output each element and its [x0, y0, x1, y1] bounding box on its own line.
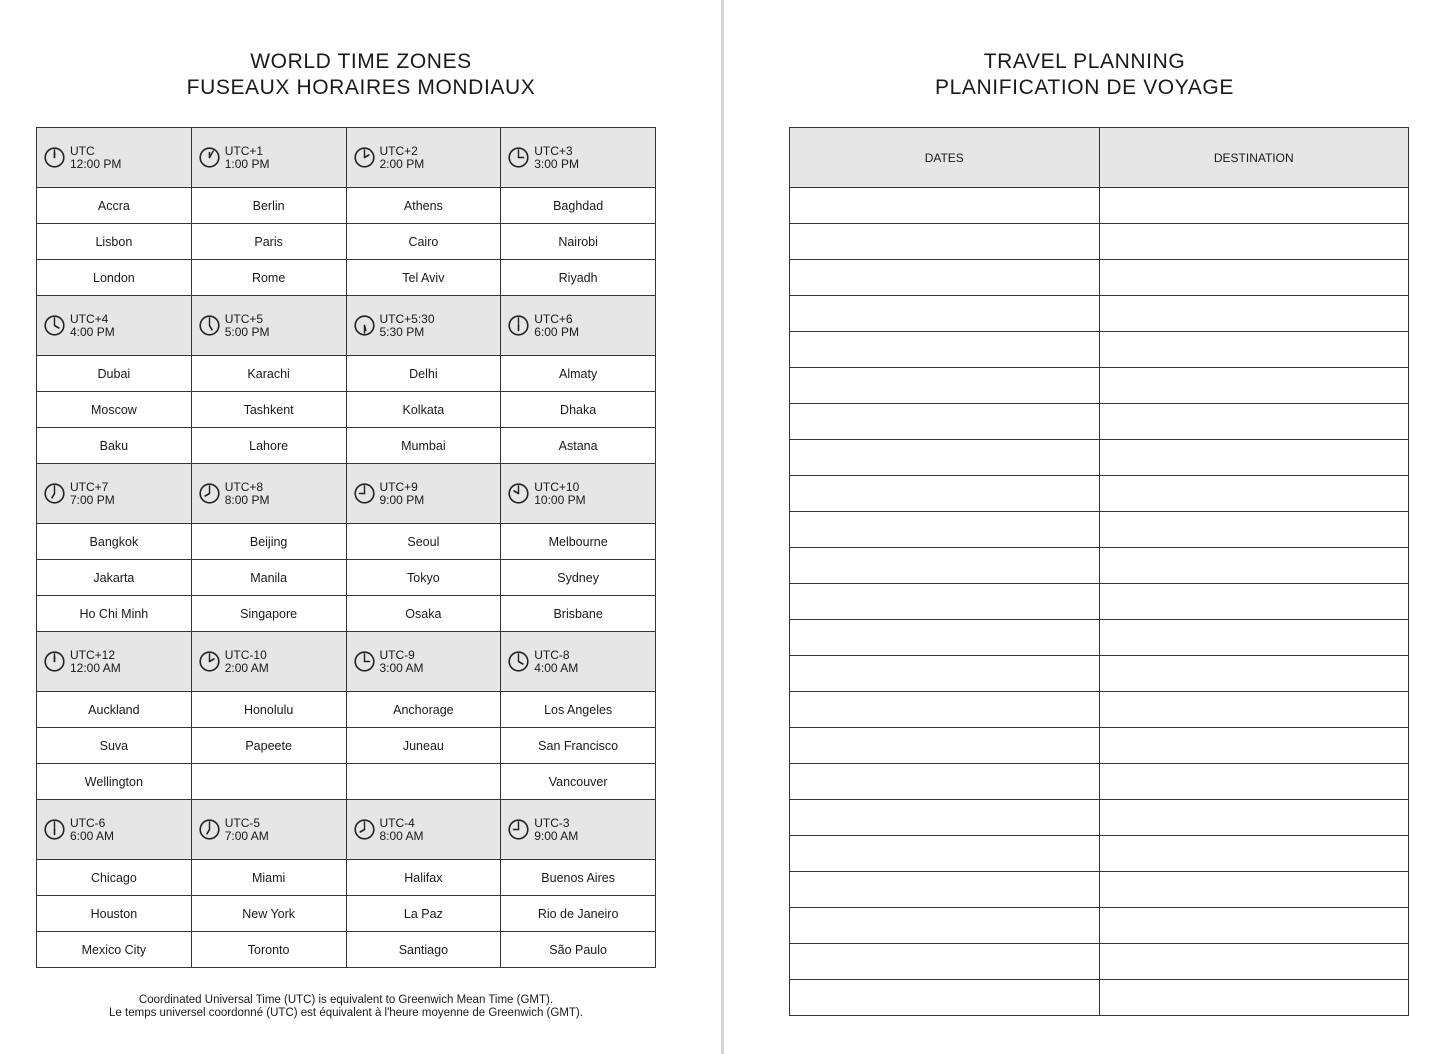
travel-row — [790, 260, 1409, 296]
zone-header — [501, 145, 655, 171]
zone-time: 2:00 PM — [379, 156, 425, 171]
travel-row — [790, 476, 1409, 512]
city-cell: Miami — [191, 860, 346, 896]
dates-cell[interactable] — [790, 944, 1100, 980]
title-english: TRAVEL PLANNING — [983, 50, 1186, 73]
zone-header-cell — [191, 800, 346, 860]
city-cell: New York — [191, 896, 346, 932]
zone-header — [192, 649, 346, 675]
zone-label — [380, 649, 424, 675]
zone-label — [70, 145, 121, 171]
city-cell: Mexico City — [37, 932, 192, 968]
dates-cell[interactable] — [790, 440, 1100, 476]
zone-header — [501, 481, 655, 507]
city-cell: Rio de Janeiro — [501, 896, 656, 932]
zone-header — [192, 313, 346, 339]
zone-time: 4:00 PM — [70, 324, 115, 339]
city-cell: Tel Aviv — [346, 260, 501, 296]
zone-time: 5:30 PM — [379, 324, 425, 339]
city-cell: Rome — [191, 260, 346, 296]
zone-header-row — [37, 800, 656, 860]
clock-icon — [44, 819, 65, 840]
city-cell: Dhaka — [501, 392, 656, 428]
dates-cell[interactable] — [790, 224, 1100, 260]
zone-header-row — [37, 296, 656, 356]
travel-row — [790, 188, 1409, 224]
city-row — [37, 860, 656, 896]
city-cell: Brisbane — [501, 596, 656, 632]
dates-cell[interactable] — [790, 836, 1100, 872]
city-cell: Bangkok — [37, 524, 192, 560]
destination-cell[interactable] — [1099, 188, 1409, 224]
destination-cell[interactable] — [1099, 332, 1409, 368]
zone-header-cell — [191, 632, 346, 692]
destination-cell[interactable] — [1099, 728, 1409, 764]
zone-offset: UTC-8 — [534, 647, 570, 662]
zone-header-row — [37, 128, 656, 188]
destination-cell[interactable] — [1099, 980, 1409, 1016]
dates-cell[interactable] — [790, 188, 1100, 224]
footnote-english: Coordinated Universal Time (UTC) is equivalent to Greenwich Mean Time (GMT). — [138, 994, 554, 1006]
clock-icon — [354, 147, 375, 168]
city-cell: La Paz — [346, 896, 501, 932]
dates-cell[interactable] — [790, 980, 1100, 1016]
clock-icon — [354, 819, 375, 840]
zone-offset: UTC+2 — [379, 143, 418, 158]
zone-header — [501, 649, 655, 675]
travel-row — [790, 944, 1409, 980]
dates-cell[interactable] — [790, 872, 1100, 908]
zone-header — [37, 145, 191, 171]
dates-cell[interactable] — [790, 764, 1100, 800]
city-cell: Almaty — [501, 356, 656, 392]
city-cell: Karachi — [191, 356, 346, 392]
destination-cell[interactable] — [1099, 476, 1409, 512]
city-row — [37, 524, 656, 560]
zone-time: 3:00 PM — [534, 156, 579, 171]
clock-icon — [199, 147, 220, 168]
city-cell: Baku — [37, 428, 192, 464]
destination-cell[interactable] — [1099, 440, 1409, 476]
city-cell — [191, 764, 346, 800]
zone-header — [347, 649, 501, 675]
zone-time: 7:00 AM — [224, 828, 269, 843]
zone-time: 6:00 AM — [70, 828, 115, 843]
zone-label — [380, 145, 425, 171]
destination-cell[interactable] — [1099, 512, 1409, 548]
clock-icon — [44, 483, 65, 504]
zone-time: 2:00 AM — [224, 660, 269, 675]
zone-header — [347, 817, 501, 843]
city-cell: Honolulu — [191, 692, 346, 728]
zone-offset: UTC+5 — [224, 311, 264, 326]
zone-label — [70, 817, 114, 843]
zone-header-cell — [37, 128, 192, 188]
zone-header-cell — [501, 464, 656, 524]
city-cell: Buenos Aires — [501, 860, 656, 896]
zone-offset: UTC+8 — [224, 479, 264, 494]
city-cell: Dubai — [37, 356, 192, 392]
city-row — [37, 428, 656, 464]
city-cell: Nairobi — [501, 224, 656, 260]
travel-row — [790, 692, 1409, 728]
city-cell: London — [37, 260, 192, 296]
city-cell: Osaka — [346, 596, 501, 632]
clock-icon — [508, 651, 529, 672]
travel-header-row — [790, 128, 1409, 188]
city-cell: Paris — [191, 224, 346, 260]
dates-cell[interactable] — [790, 728, 1100, 764]
zone-header-cell — [37, 464, 192, 524]
zone-offset: UTC+4 — [70, 311, 109, 326]
utc-footnote — [36, 994, 656, 1020]
travel-row — [790, 584, 1409, 620]
destination-cell[interactable] — [1099, 260, 1409, 296]
city-cell: Ho Chi Minh — [37, 596, 192, 632]
city-cell: Jakarta — [37, 560, 192, 596]
clock-icon — [199, 819, 220, 840]
zone-header-row — [37, 464, 656, 524]
city-row — [37, 224, 656, 260]
clock-icon — [508, 819, 529, 840]
zone-header-cell — [346, 800, 501, 860]
city-cell: Chicago — [37, 860, 192, 896]
zone-header-cell — [501, 632, 656, 692]
zone-offset: UTC+10 — [534, 479, 580, 494]
zone-header-cell — [501, 128, 656, 188]
clock-icon — [354, 483, 375, 504]
city-cell: Riyadh — [501, 260, 656, 296]
dates-cell[interactable] — [790, 548, 1100, 584]
travel-row — [790, 548, 1409, 584]
city-cell: Sydney — [501, 560, 656, 596]
city-row — [37, 260, 656, 296]
city-row — [37, 188, 656, 224]
city-cell: Berlin — [191, 188, 346, 224]
city-cell: Lisbon — [37, 224, 192, 260]
city-cell: Moscow — [37, 392, 192, 428]
zone-time: 10:00 PM — [534, 492, 586, 507]
zone-header-cell — [37, 800, 192, 860]
zone-label — [225, 145, 270, 171]
city-cell: Toronto — [191, 932, 346, 968]
zone-header — [347, 313, 501, 339]
city-row — [37, 392, 656, 428]
city-cell: San Francisco — [501, 728, 656, 764]
city-cell: Papeete — [191, 728, 346, 764]
zone-header — [37, 481, 191, 507]
zone-header — [501, 313, 655, 339]
city-cell: Baghdad — [501, 188, 656, 224]
zone-offset: UTC+6 — [534, 311, 573, 326]
zone-header-row — [37, 632, 656, 692]
dates-cell[interactable] — [790, 368, 1100, 404]
zone-time: 7:00 PM — [70, 492, 115, 507]
zone-time: 12:00 PM — [70, 156, 122, 171]
zone-label — [225, 313, 270, 339]
city-cell: Seoul — [346, 524, 501, 560]
destination-cell[interactable] — [1099, 548, 1409, 584]
title-french: PLANIFICATION DE VOYAGE — [935, 76, 1234, 99]
travel-row — [790, 656, 1409, 692]
dates-cell[interactable] — [790, 260, 1100, 296]
destination-cell[interactable] — [1099, 584, 1409, 620]
city-cell: Vancouver — [501, 764, 656, 800]
travel-row — [790, 800, 1409, 836]
zone-label — [380, 817, 424, 843]
zone-label — [534, 145, 579, 171]
travel-row — [790, 620, 1409, 656]
zone-offset: UTC-10 — [224, 647, 267, 662]
city-cell: Auckland — [37, 692, 192, 728]
zone-offset: UTC+1 — [224, 143, 264, 158]
city-cell: Houston — [37, 896, 192, 932]
clock-icon — [508, 147, 529, 168]
city-cell: Wellington — [37, 764, 192, 800]
city-row — [37, 596, 656, 632]
city-cell: Santiago — [346, 932, 501, 968]
dates-cell[interactable] — [790, 404, 1100, 440]
city-row — [37, 560, 656, 596]
zone-label — [225, 649, 269, 675]
zone-time: 8:00 PM — [224, 492, 270, 507]
destination-cell[interactable] — [1099, 404, 1409, 440]
dates-cell[interactable] — [790, 476, 1100, 512]
city-cell: São Paulo — [501, 932, 656, 968]
city-cell: Athens — [346, 188, 501, 224]
zone-header — [347, 145, 501, 171]
dates-cell[interactable] — [790, 908, 1100, 944]
zone-header-cell — [37, 632, 192, 692]
zone-time: 6:00 PM — [534, 324, 579, 339]
clock-icon — [199, 483, 220, 504]
zone-header — [192, 145, 346, 171]
time-zone-table — [36, 127, 656, 968]
city-row — [37, 692, 656, 728]
destination-cell[interactable] — [1099, 224, 1409, 260]
clock-icon — [44, 315, 65, 336]
zone-time: 4:00 AM — [534, 660, 579, 675]
travel-row — [790, 872, 1409, 908]
zone-label — [225, 481, 270, 507]
zone-header — [37, 649, 191, 675]
city-row — [37, 728, 656, 764]
title-french: FUSEAUX HORAIRES MONDIAUX — [186, 76, 536, 99]
city-cell: Tokyo — [346, 560, 501, 596]
destination-cell[interactable] — [1099, 296, 1409, 332]
city-cell: Beijing — [191, 524, 346, 560]
clock-icon — [199, 651, 220, 672]
zone-header — [37, 313, 191, 339]
travel-row — [790, 368, 1409, 404]
city-cell: Suva — [37, 728, 192, 764]
zone-offset: UTC-6 — [70, 815, 106, 830]
world-time-zones-title — [0, 49, 722, 101]
zone-header — [37, 817, 191, 843]
zone-offset: UTC+12 — [70, 647, 116, 662]
zone-time: 12:00 AM — [70, 660, 121, 675]
zone-header-cell — [191, 296, 346, 356]
dates-cell[interactable] — [790, 800, 1100, 836]
zone-label — [534, 817, 578, 843]
city-cell: Tashkent — [191, 392, 346, 428]
destination-cell[interactable] — [1099, 368, 1409, 404]
destination-cell[interactable] — [1099, 872, 1409, 908]
zone-label — [534, 649, 578, 675]
zone-time: 1:00 PM — [224, 156, 270, 171]
zone-offset: UTC-3 — [534, 815, 570, 830]
dates-cell[interactable] — [790, 512, 1100, 548]
zone-header-cell — [501, 800, 656, 860]
travel-row — [790, 440, 1409, 476]
zone-offset: UTC — [70, 143, 95, 158]
city-cell: Los Angeles — [501, 692, 656, 728]
title-english: WORLD TIME ZONES — [250, 50, 472, 73]
zone-label — [70, 313, 115, 339]
zone-header — [347, 481, 501, 507]
zone-offset: UTC-5 — [224, 815, 261, 830]
travel-row — [790, 908, 1409, 944]
zone-label — [70, 649, 121, 675]
city-cell: Delhi — [346, 356, 501, 392]
city-cell: Anchorage — [346, 692, 501, 728]
travel-row — [790, 296, 1409, 332]
zone-label — [225, 817, 269, 843]
zone-time: 8:00 AM — [379, 828, 424, 843]
destination-column-header: DESTINATION — [1099, 128, 1409, 188]
zone-header — [192, 817, 346, 843]
clock-icon — [508, 483, 529, 504]
zone-header — [192, 481, 346, 507]
city-cell: Melbourne — [501, 524, 656, 560]
dates-cell[interactable] — [790, 692, 1100, 728]
zone-offset: UTC+3 — [534, 143, 573, 158]
city-cell: Halifax — [346, 860, 501, 896]
dates-cell[interactable] — [790, 620, 1100, 656]
city-row — [37, 896, 656, 932]
travel-row — [790, 512, 1409, 548]
clock-icon — [508, 315, 529, 336]
city-cell: Cairo — [346, 224, 501, 260]
zone-time: 9:00 PM — [379, 492, 425, 507]
destination-cell[interactable] — [1099, 836, 1409, 872]
zone-header-cell — [346, 296, 501, 356]
zone-header-cell — [501, 296, 656, 356]
zone-header-cell — [346, 128, 501, 188]
clock-icon — [354, 651, 375, 672]
zone-offset: UTC+5:30 — [379, 311, 435, 326]
travel-row — [790, 836, 1409, 872]
city-row — [37, 356, 656, 392]
zone-offset: UTC-4 — [379, 815, 415, 830]
zone-header — [501, 817, 655, 843]
footnote-french: Le temps universel coordonné (UTC) est équivalent à l'heure moyenne de Greenwich (GMT). — [109, 1007, 583, 1019]
zone-label — [534, 481, 585, 507]
city-cell — [346, 764, 501, 800]
travel-row — [790, 728, 1409, 764]
zone-time: 5:00 PM — [224, 324, 270, 339]
dates-cell[interactable] — [790, 332, 1100, 368]
travel-row — [790, 764, 1409, 800]
city-cell: Astana — [501, 428, 656, 464]
travel-row — [790, 332, 1409, 368]
dates-cell[interactable] — [790, 296, 1100, 332]
zone-label — [534, 313, 579, 339]
city-row — [37, 764, 656, 800]
zone-header-cell — [346, 464, 501, 524]
left-page — [0, 0, 722, 1054]
zone-time: 3:00 AM — [379, 660, 424, 675]
city-cell: Accra — [37, 188, 192, 224]
zone-label — [380, 313, 435, 339]
destination-cell[interactable] — [1099, 944, 1409, 980]
destination-cell[interactable] — [1099, 908, 1409, 944]
zone-offset: UTC+9 — [379, 479, 418, 494]
city-cell: Mumbai — [346, 428, 501, 464]
dates-cell[interactable] — [790, 584, 1100, 620]
zone-label — [70, 481, 115, 507]
clock-icon — [44, 147, 65, 168]
zone-header-cell — [191, 464, 346, 524]
zone-time: 9:00 AM — [534, 828, 579, 843]
zone-label — [380, 481, 425, 507]
destination-cell[interactable] — [1099, 656, 1409, 692]
zone-header-cell — [191, 128, 346, 188]
right-page — [724, 0, 1445, 1054]
destination-cell[interactable] — [1099, 764, 1409, 800]
clock-icon — [354, 315, 375, 336]
travel-row — [790, 404, 1409, 440]
destination-cell[interactable] — [1099, 692, 1409, 728]
city-cell: Juneau — [346, 728, 501, 764]
zone-offset: UTC-9 — [379, 647, 415, 662]
zone-header-cell — [37, 296, 192, 356]
clock-icon — [199, 315, 220, 336]
destination-cell[interactable] — [1099, 800, 1409, 836]
travel-planning-title — [724, 49, 1445, 101]
travel-row — [790, 980, 1409, 1016]
city-cell: Kolkata — [346, 392, 501, 428]
travel-row — [790, 224, 1409, 260]
dates-column-header: DATES — [790, 128, 1100, 188]
destination-cell[interactable] — [1099, 620, 1409, 656]
city-cell: Singapore — [191, 596, 346, 632]
city-cell: Lahore — [191, 428, 346, 464]
zone-offset: UTC+7 — [70, 479, 109, 494]
dates-cell[interactable] — [790, 656, 1100, 692]
city-cell: Manila — [191, 560, 346, 596]
clock-icon — [44, 651, 65, 672]
city-row — [37, 932, 656, 968]
travel-planning-table — [789, 127, 1409, 1016]
zone-header-cell — [346, 632, 501, 692]
